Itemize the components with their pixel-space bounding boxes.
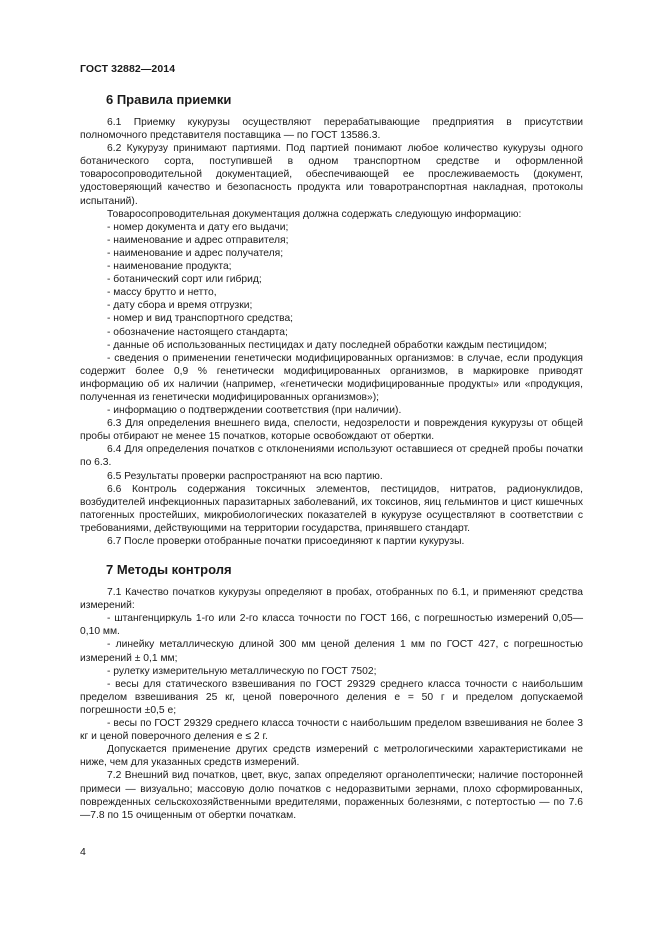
paragraph-6-7: 6.7 После проверки отобранные початки присоединяют к партии кукурузы. <box>107 536 465 547</box>
paragraph-other-instruments: Допускается применение других средств измерений с метрологическими характеристиками не ниже, чем для указанных средств измерений. <box>80 744 583 769</box>
section-6-heading: 6 Правила приемки <box>106 92 232 107</box>
list-item: - наименование и адрес отправителя; <box>107 234 289 246</box>
list-item: - ботанический сорт или гибрид; <box>107 274 262 286</box>
paragraph-7-1: 7.1 Качество початков кукурузы определяют в пробах, отобранных по 6.1, и применяют средства измерений: <box>80 587 583 612</box>
list-item: - наименование и адрес получателя; <box>107 247 284 259</box>
paragraph-6-2: 6.2 Кукурузу принимают партиями. Под партией понимают любое количество кукурузы одного ботанического сорта, поступившей в одном транспортном средстве и оформленной товаросопроводительной документацией, обеспечивающей ее прослеживаемость (документ, удостоверяющий качество и безопасность продукта или товаротранспортная накладная, протоколы испытаний). <box>80 143 583 207</box>
list-item: - данные об использованных пестицидах и дату последней обработки каждым пестицидом; <box>107 339 547 351</box>
document-body <box>80 92 583 822</box>
list-item: - информацию о подтверждении соответствия (при наличии). <box>107 405 402 417</box>
list-item: - обозначение настоящего стандарта; <box>107 326 288 338</box>
list-item: - номер и вид транспортного средства; <box>107 313 294 325</box>
paragraph-6-5: 6.5 Результаты проверки распространяют на всю партию. <box>107 470 383 482</box>
section-spacer <box>80 548 583 562</box>
list-item: - массу брутто и нетто, <box>107 287 217 299</box>
list-item: - сведения о применении генетически модифицированных организмов: в случае, если продукция содержит более 0,9 % генетически модифицированных организмов, в маркировке приводят информацию об их наличии (например, «генетически модифицированные продукты» или «продукция, полученная из генетически модифицированных организмов»); <box>80 352 583 403</box>
paragraph-6-3: 6.3 Для определения внешнего вида, спелости, недозрелости и повреждения кукурузы от общей пробы отбирают не менее 15 початков, которые освобождают от обертки. <box>80 418 583 443</box>
paragraph-6-4: 6.4 Для определения початков с отклонениями используют оставшиеся от средней пробы початки по 6.3. <box>80 444 583 469</box>
paragraph-6-1: 6.1 Приемку кукурузы осуществляют перерабатывающие предприятия в присутствии полномочного представителя поставщика — по ГОСТ 13586.3. <box>80 117 583 142</box>
list-item: - весы для статического взвешивания по ГОСТ 29329 среднего класса точности с наибольшим пределом взвешивания 25 кг, ценой поверочного деления е = 50 г и пределом допускаемой погрешности ±0,5 е; <box>80 678 583 716</box>
list-item: - весы по ГОСТ 29329 среднего класса точности с наибольшим пределом взвешивания не более 3 кг и ценой поверочного деления е ≤ 2 г. <box>80 718 583 743</box>
section-7-heading: 7 Методы контроля <box>106 562 232 578</box>
list-item: - штангенциркуль 1-го или 2-го класса точности по ГОСТ 166, с погрешностью измерений 0,05—0,10 мм. <box>80 613 583 638</box>
paragraph-7-2: 7.2 Внешний вид початков, цвет, вкус, запах определяют органолептически; наличие посторонней примеси — визуально; массовую долю початков с недоразвитыми зернами, плохо сформированных, поврежденных сельскохозяйственными вредителями, пораженных болезнями, с потертостью — по 7.6—7.8 по 15 очищенным от обертки початкам. <box>80 770 583 821</box>
list-item: - наименование продукта; <box>107 261 232 273</box>
list-item: - линейку металлическую длиной 300 мм ценой деления 1 мм по ГОСТ 427, с погрешностью измерений ± 0,1 мм; <box>80 639 583 664</box>
standard-header: ГОСТ 32882—2014 <box>80 63 176 75</box>
paragraph-docs-intro: Товаросопроводительная документация должна содержать следующую информацию: <box>107 208 522 220</box>
list-item: - дату сбора и время отгрузки; <box>107 300 253 312</box>
page-number: 4 <box>80 846 86 858</box>
list-item: - номер документа и дату его выдачи; <box>107 221 289 233</box>
paragraph-6-6: 6.6 Контроль содержания токсичных элементов, пестицидов, нитратов, радионуклидов, возбудителей инфекционных паразитарных заболеваний, их токсинов, яиц гельминтов и цист кишечных патогенных простейших, микробиологических показателей в кукурузе осуществляют в соответствии с требованиями, действующими на территории государства, принявшего стандарт. <box>80 483 583 534</box>
list-item: - рулетку измерительную металлическую по ГОСТ 7502; <box>107 665 377 677</box>
